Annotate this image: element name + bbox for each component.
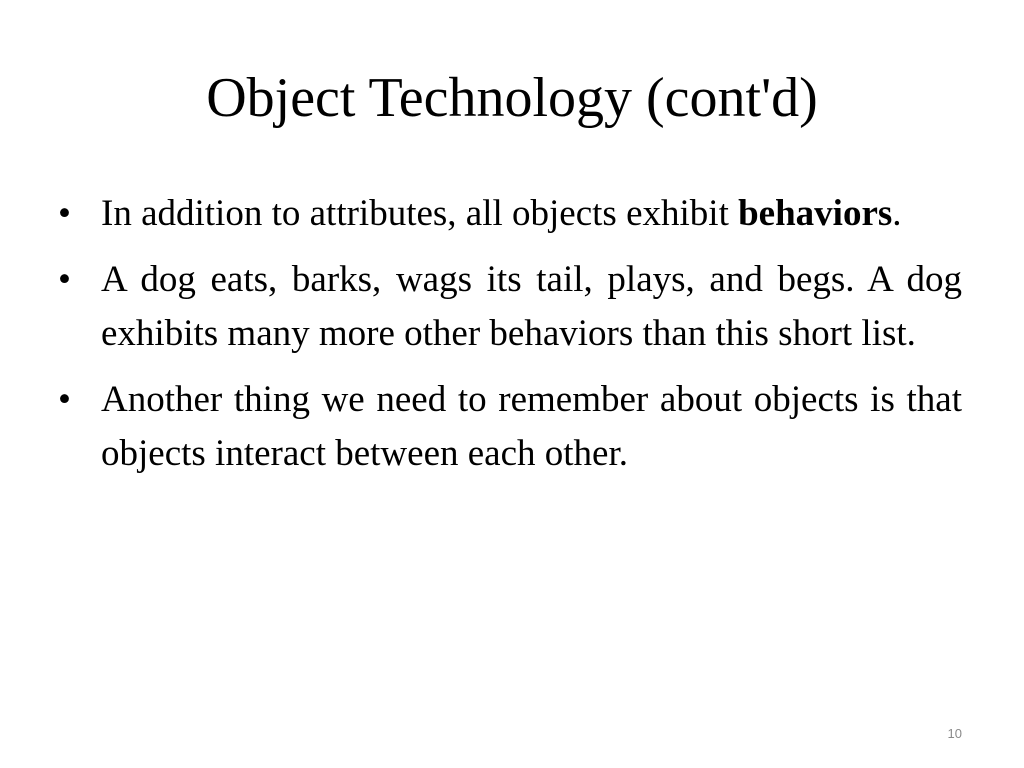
bullet-dot-icon: • bbox=[58, 193, 71, 234]
bullet-text bbox=[101, 259, 962, 355]
bullet-text bbox=[101, 379, 962, 475]
slide-number: 10 bbox=[947, 726, 962, 741]
bullet-dot-icon: • bbox=[58, 258, 71, 300]
bullet-text-part: . bbox=[892, 193, 902, 234]
bullet-text-part: In addition to attributes, all objects exhibit bbox=[101, 193, 739, 234]
bullet-item bbox=[58, 253, 962, 362]
bullet-item bbox=[58, 373, 962, 482]
bullet-dot-icon: • bbox=[58, 378, 71, 420]
slide-title: Object Technology (cont'd) bbox=[206, 67, 818, 129]
bullet-text-part: A dog eats, barks, wags its tail, plays, and begs. A dog exhibits many more other behaviors than this short list. bbox=[101, 258, 962, 354]
bullet-text-part: Another thing we need to remember about objects is that objects interact between each other. bbox=[101, 378, 962, 474]
bullet-list bbox=[58, 187, 962, 493]
bullet-item bbox=[58, 187, 962, 242]
bullet-text-bold: behaviors bbox=[738, 193, 893, 234]
bullet-text bbox=[101, 193, 902, 234]
